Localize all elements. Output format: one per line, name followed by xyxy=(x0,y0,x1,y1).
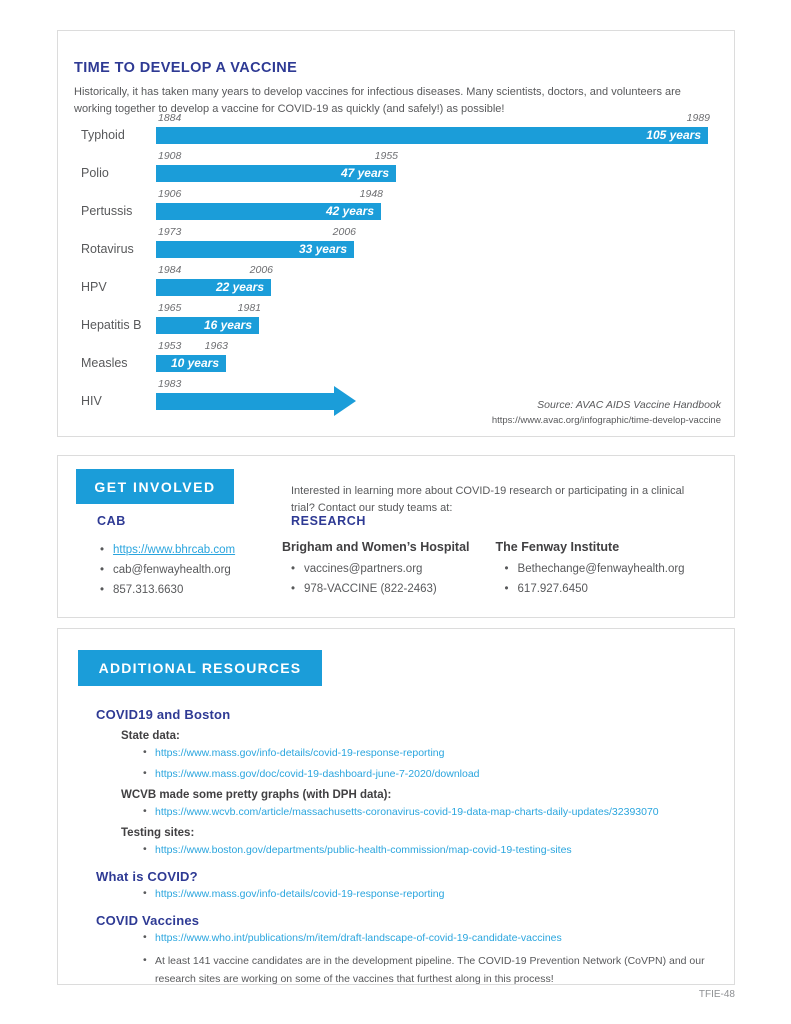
chart-source xyxy=(492,399,721,426)
end-year-label: 1981 xyxy=(237,302,261,314)
resource-link[interactable]: https://www.who.int/publications/m/item/draft-landscape-of-covid-19-candidate-vaccines xyxy=(155,932,562,944)
duration-label: 42 years xyxy=(325,204,374,218)
get-involved-header: GET INVOLVED xyxy=(76,469,234,504)
resource-note xyxy=(143,953,721,988)
contact-item xyxy=(100,563,235,577)
bar-hiv xyxy=(156,393,334,410)
end-year-label: 1948 xyxy=(359,188,383,200)
bar-measles xyxy=(156,355,226,372)
year-labels-polio xyxy=(156,149,396,163)
source-url: https://www.avac.org/infographic/time-develop-vaccine xyxy=(491,415,721,426)
bar-row-hpv xyxy=(58,279,734,296)
research-team xyxy=(496,540,685,602)
contact-text: 617.927.6450 xyxy=(517,583,588,595)
get-involved-card xyxy=(57,455,735,618)
resource-link-item xyxy=(143,747,721,760)
chart-row-hepatitis-b xyxy=(58,301,734,339)
year-labels-hpv xyxy=(156,263,271,277)
start-year-label: 1984 xyxy=(158,264,182,276)
chart-row-hpv xyxy=(58,263,734,301)
duration-label: 47 years xyxy=(340,166,389,180)
bar-row-hepatitis-b xyxy=(58,317,734,334)
year-labels-hiv xyxy=(156,377,334,391)
chart-row-pertussis xyxy=(58,187,734,225)
resource-group xyxy=(96,707,721,857)
resource-link-item xyxy=(143,844,721,857)
team-name: The Fenway Institute xyxy=(495,540,620,554)
research-team xyxy=(282,540,470,602)
duration-label: 105 years xyxy=(646,128,701,142)
team-contact-list xyxy=(496,562,685,596)
start-year-label: 1953 xyxy=(158,340,182,352)
resource-group xyxy=(96,869,721,901)
resource-link-list xyxy=(96,888,721,901)
chart-row-typhoid xyxy=(58,111,734,149)
start-year-label: 1908 xyxy=(158,150,182,162)
resource-group-title: COVID19 and Boston xyxy=(96,707,231,722)
vaccine-intro-text: Historically, it has taken many years to develop vaccines for infectious diseases. Many scientists, doctors, and volunteers are working together to develop a vaccine for COVID-19 as quickly (and safely!) as possible! xyxy=(74,86,681,115)
source-label: Source: AVAC AIDS Vaccine Handbook xyxy=(537,399,721,411)
category-label: Polio xyxy=(81,166,109,180)
duration-label: 16 years xyxy=(203,318,252,332)
bar-typhoid xyxy=(156,127,708,144)
contact-item xyxy=(505,582,685,596)
resource-link[interactable]: https://www.mass.gov/doc/covid-19-dashboard-june-7-2020/download xyxy=(155,768,480,780)
team-name: Brigham and Women’s Hospital xyxy=(282,540,470,554)
additional-resources-header: ADDITIONAL RESOURCES xyxy=(78,650,322,686)
end-year-label: 1963 xyxy=(204,340,228,352)
year-labels-typhoid xyxy=(156,111,708,125)
resource-note-list xyxy=(96,953,721,988)
category-label: Rotavirus xyxy=(81,242,134,256)
start-year-label: 1906 xyxy=(158,188,182,200)
start-year-label: 1973 xyxy=(158,226,182,238)
contact-text: Bethechange@fenwayhealth.org xyxy=(517,563,685,575)
contact-text: 857.313.6630 xyxy=(113,584,184,596)
resource-group xyxy=(96,913,721,988)
resource-link-list xyxy=(96,806,721,819)
vaccine-chart xyxy=(58,111,734,415)
vaccine-timeline-card xyxy=(57,30,735,437)
cab-list xyxy=(100,543,235,603)
section-title-time-to-develop: TIME TO DEVELOP A VACCINE xyxy=(74,59,298,76)
resource-link-item xyxy=(143,768,721,781)
bar-row-typhoid xyxy=(58,127,734,144)
resource-subheading: Testing sites: xyxy=(121,827,195,839)
contact-text: 978-VACCINE (822-2463) xyxy=(304,583,437,595)
duration-label: 10 years xyxy=(170,356,219,370)
bar-rotavirus xyxy=(156,241,354,258)
category-label: Typhoid xyxy=(81,128,125,142)
resource-link-item xyxy=(143,932,721,945)
bar-row-rotavirus xyxy=(58,241,734,258)
resource-link[interactable]: https://www.mass.gov/info-details/covid-19-response-reporting xyxy=(155,888,445,900)
category-label: Measles xyxy=(81,356,128,370)
contact-item xyxy=(291,582,470,596)
note-text: At least 141 vaccine candidates are in the development pipeline. The COVID-19 Prevention Network (CoVPN) and our research sites are working on some of the vaccines that furthest along in this process! xyxy=(155,955,705,985)
resource-subheading: WCVB made some pretty graphs (with DPH data): xyxy=(121,789,392,801)
category-label: HPV xyxy=(81,280,107,294)
additional-resources-card xyxy=(57,628,735,985)
contact-item xyxy=(291,562,470,576)
category-label: HIV xyxy=(81,394,102,408)
cab-heading: CAB xyxy=(97,514,126,528)
duration-label: 22 years xyxy=(215,280,264,294)
bar-row-pertussis xyxy=(58,203,734,220)
start-year-label: 1884 xyxy=(158,112,182,124)
year-labels-hepatitis-b xyxy=(156,301,259,315)
end-year-label: 2006 xyxy=(249,264,273,276)
chart-row-measles xyxy=(58,339,734,377)
resource-link[interactable]: https://www.mass.gov/info-details/covid-19-response-reporting xyxy=(155,747,445,759)
resource-link-list xyxy=(96,932,721,945)
contact-item xyxy=(100,543,235,557)
bar-hpv xyxy=(156,279,271,296)
bar-hepatitis-b xyxy=(156,317,259,334)
chart-row-polio xyxy=(58,149,734,187)
contact-item xyxy=(505,562,685,576)
resource-link[interactable]: https://www.wcvb.com/article/massachusetts-coronavirus-covid-19-data-map-charts-daily-updates/32393070 xyxy=(155,806,659,818)
start-year-label: 1965 xyxy=(158,302,182,314)
year-labels-pertussis xyxy=(156,187,381,201)
contact-text: vaccines@partners.org xyxy=(304,563,423,575)
duration-label: 33 years xyxy=(298,242,347,256)
resource-link-list xyxy=(96,747,721,781)
resource-link-list xyxy=(96,844,721,857)
bar-polio xyxy=(156,165,396,182)
category-label: Pertussis xyxy=(81,204,133,218)
bhrcab-link[interactable]: https://www.bhrcab.com xyxy=(113,544,236,556)
resource-subheading: State data: xyxy=(121,730,180,742)
resource-group-title: What is COVID? xyxy=(96,869,198,884)
resource-group-title: COVID Vaccines xyxy=(96,913,200,928)
contact-item xyxy=(100,583,235,597)
page-code: TFIE-48 xyxy=(698,989,735,1000)
bar-row-polio xyxy=(58,165,734,182)
research-heading: RESEARCH xyxy=(291,514,366,528)
bar-row-measles xyxy=(58,355,734,372)
resource-link[interactable]: https://www.boston.gov/departments/public-health-commission/map-covid-19-testing-sites xyxy=(155,844,572,856)
resource-link-item xyxy=(143,806,721,819)
bar-pertussis xyxy=(156,203,381,220)
year-labels-rotavirus xyxy=(156,225,354,239)
resource-link-item xyxy=(143,888,721,901)
chart-row-rotavirus xyxy=(58,225,734,263)
team-contact-list xyxy=(282,562,470,596)
end-year-label: 1955 xyxy=(374,150,398,162)
end-year-label: 1989 xyxy=(686,112,710,124)
category-label: Hepatitis B xyxy=(81,318,142,332)
get-involved-intro: Interested in learning more about COVID-19 research or participating in a clinical trial? Contact our study teams at: xyxy=(291,485,685,514)
contact-text: cab@fenwayhealth.org xyxy=(113,564,231,576)
start-year-label: 1983 xyxy=(158,378,182,390)
research-teams xyxy=(282,540,685,602)
ongoing-arrowhead-icon xyxy=(334,386,356,416)
resources-groups xyxy=(96,695,721,992)
end-year-label: 2006 xyxy=(332,226,356,238)
year-labels-measles xyxy=(156,339,226,353)
